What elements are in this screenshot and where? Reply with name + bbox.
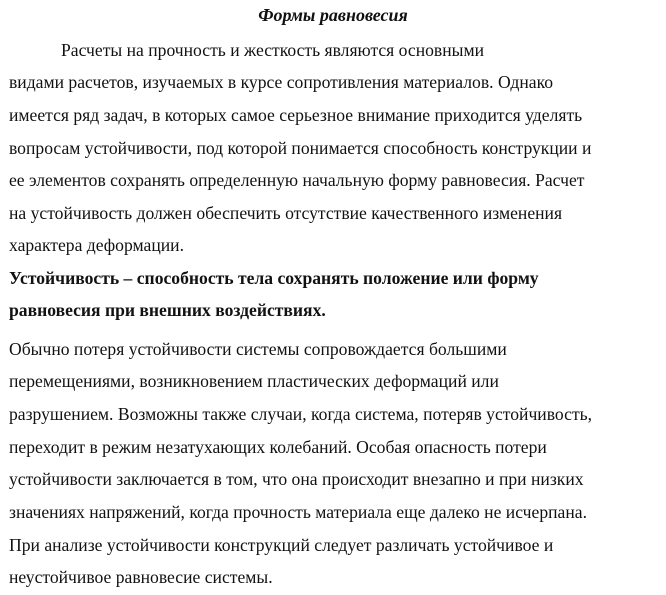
text-line: значениях напряжений, когда прочность материала еще далеко не исчерпана.: [9, 502, 587, 522]
text-line: При анализе устойчивости конструкций следует различать устойчивое и: [9, 535, 554, 555]
text-line: Расчеты на прочность и жесткость являются основными: [61, 40, 485, 60]
definition-line: равновесия при внешних воздействиях.: [9, 300, 326, 320]
text-line: ее элементов сохранять определенную начальную форму равновесия. Расчет: [9, 170, 585, 190]
text-line: Обычно потеря устойчивости системы сопровождается большими: [9, 339, 507, 359]
text-line: переходит в режим незатухающих колебаний. Особая опасность потери: [9, 437, 547, 457]
text-line: перемещениями, возникновением пластических деформаций или: [9, 371, 499, 391]
text-line: вопросам устойчивости, под которой понимается способность конструкции и: [9, 138, 592, 158]
text-line: устойчивости заключается в том, что она происходит внезапно и при низких: [9, 469, 584, 489]
page-title: Формы равновесия: [258, 5, 408, 25]
text-line: характера деформации.: [9, 235, 184, 255]
text-line: неустойчивое равновесие системы.: [9, 567, 273, 587]
text-line: видами расчетов, изучаемых в курсе сопротивления материалов. Однако: [9, 72, 554, 92]
definition-line: Устойчивость – способность тела сохранять положение или форму: [9, 268, 539, 288]
text-line: на устойчивость должен обеспечить отсутствие качественного изменения: [9, 203, 563, 223]
text-line: разрушением. Возможны также случаи, когда система, потеряв устойчивость,: [9, 404, 593, 424]
text-line: имеется ряд задач, в которых самое серьезное внимание приходится уделять: [9, 105, 583, 125]
